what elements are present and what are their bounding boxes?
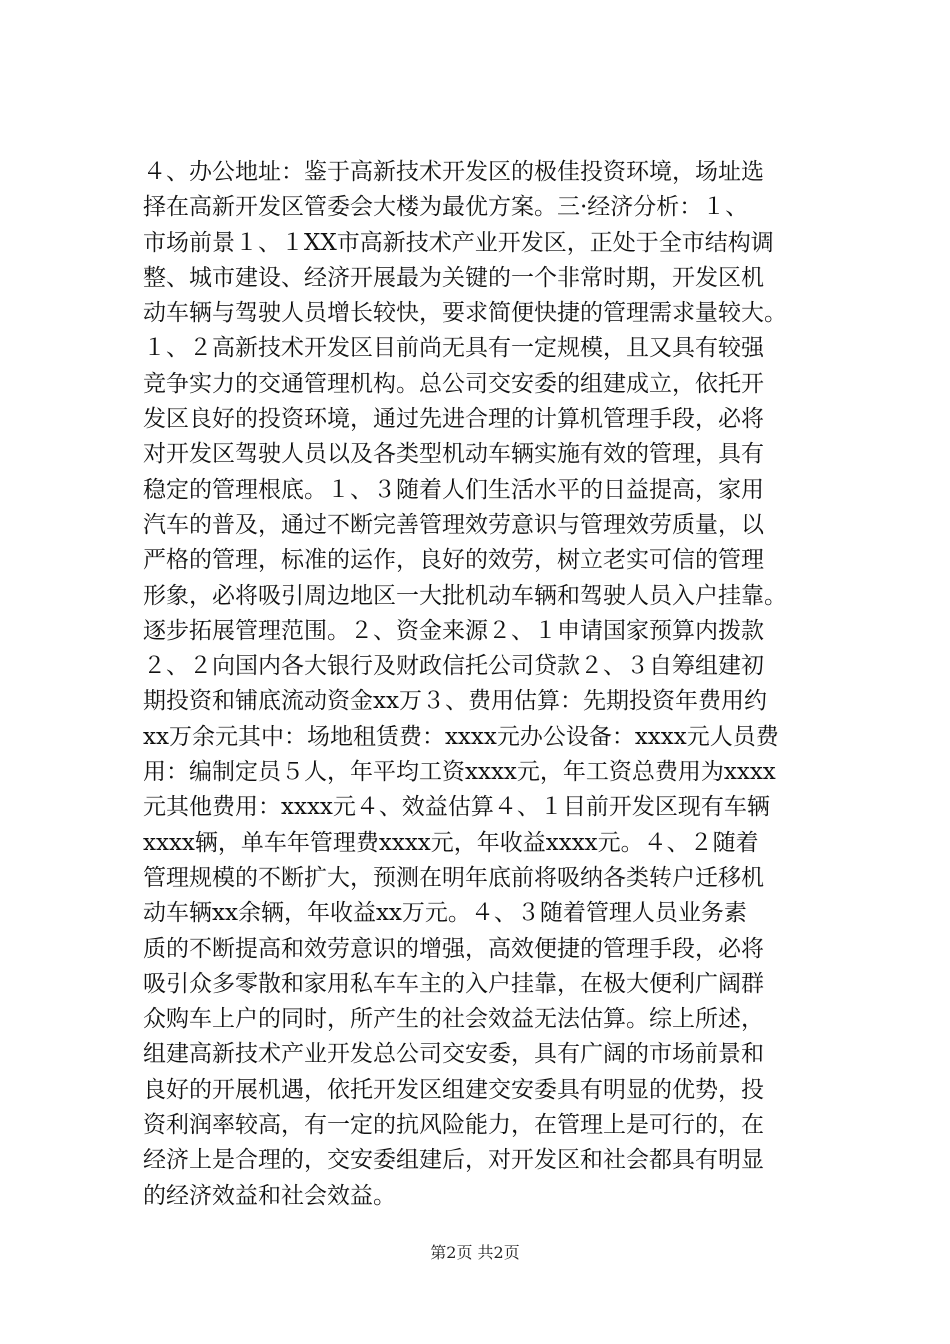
text-line: 竞争实力的交通管理机构。总公司交安委的组建成立，依托开 [143,370,764,397]
text-line: xxxx辆，单车年管理费xxxx元，年收益xxxx元。４、２随着 [143,829,759,856]
text-line: 质的不断提高和效劳意识的增强，高效便捷的管理手段，必将 [143,935,764,962]
text-line: 择在高新开发区管委会大楼为最优方案。三·经济分析：１、 [143,194,749,221]
text-line: 组建高新技术产业开发总公司交安委，具有广阔的市场前景和 [143,1041,764,1068]
text-line: 形象，必将吸引周边地区一大批机动车辆和驾驶人员入户挂靠。 [143,582,787,609]
text-line: 市场前景１、１XX市高新技术产业开发区，正处于全市结构调 [143,229,774,256]
page-footer: 第2页 共2页 [430,1243,520,1262]
text-line: 管理规模的不断扩大，预测在明年底前将吸纳各类转户迁移机 [143,864,764,891]
text-line: 用：编制定员５人，年平均工资xxxx元，年工资总费用为xxxx [143,759,776,786]
text-line: xx万余元其中：场地租赁费：xxxx元办公设备：xxxx元人员费 [143,723,779,750]
text-line: 吸引众多零散和家用私车车主的入户挂靠，在极大便利广阔群 [143,970,764,997]
text-line: 严格的管理，标准的运作，良好的效劳，树立老实可信的管理 [143,547,764,574]
text-line: 资利润率较高，有一定的抗风险能力，在管理上是可行的，在 [143,1112,764,1139]
text-line: １、２高新技术开发区目前尚无具有一定规模，且又具有较强 [143,335,764,362]
text-line: 对开发区驾驶人员以及各类型机动车辆实施有效的管理，具有 [143,441,764,468]
text-line: 动车辆xx余辆，年收益xx万元。４、３随着管理人员业务素 [143,900,747,927]
text-line: 良好的开展机遇，依托开发区组建交安委具有明显的优势，投 [143,1076,764,1103]
text-line: ２、２向国内各大银行及财政信托公司贷款２、３自筹组建初 [143,653,764,680]
text-line: 动车辆与驾驶人员增长较快，要求简便快捷的管理需求量较大。 [143,300,787,327]
text-line: 逐步拓展管理范围。２、资金来源２、１申请国家预算内拨款 [143,617,764,644]
text-line: 元其他费用：xxxx元４、效益估算４、１目前开发区现有车辆 [143,794,770,821]
text-line: 众购车上户的同时，所产生的社会效益无法估算。综上所述， [143,1006,764,1033]
text-line: ４、办公地址：鉴于高新技术开发区的极佳投资环境，场址选 [143,159,764,185]
text-line: 稳定的管理根底。１、３随着人们生活水平的日益提高，家用 [143,476,764,503]
text-line: 汽车的普及，通过不断完善管理效劳意识与管理效劳质量，以 [143,511,764,538]
text-line: 的经济效益和社会效益。 [143,1182,396,1209]
text-line: 发区良好的投资环境，通过先进合理的计算机管理手段，必将 [143,406,764,433]
text-line: 经济上是合理的，交安委组建后，对开发区和社会都具有明显 [143,1147,764,1174]
body-text [143,155,863,1214]
text-line: 期投资和铺底流动资金xx万３、费用估算：先期投资年费用约 [143,688,767,715]
text-line: 整、城市建设、经济开展最为关键的一个非常时期，开发区机 [143,264,764,291]
